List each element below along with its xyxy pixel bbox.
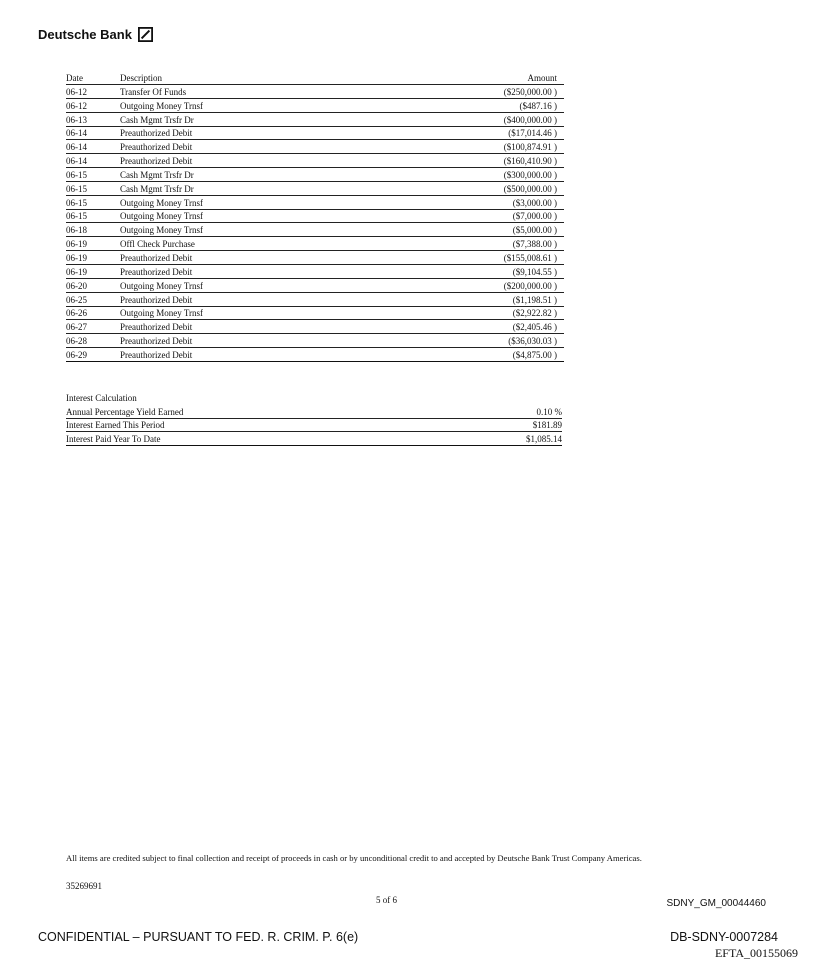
interest-label: Interest Earned This Period: [66, 420, 165, 430]
table-row: [66, 223, 564, 237]
date-cell: 06-19: [66, 252, 87, 263]
amount-cell: ($300,000.00 ): [503, 169, 557, 180]
description-cell: Preauthorized Debit: [120, 336, 193, 347]
amount-cell: ($9,104.55 ): [512, 266, 557, 277]
table-row: [66, 251, 564, 265]
amount-cell: ($36,030.03 ): [508, 336, 557, 347]
date-cell: 06-20: [66, 280, 87, 291]
date-cell: 06-18: [66, 225, 87, 236]
interest-row: [66, 405, 562, 419]
date-cell: 06-19: [66, 266, 87, 277]
date-cell: 06-14: [66, 128, 87, 139]
amount-cell: ($250,000.00 ): [503, 86, 557, 97]
table-body: [66, 85, 564, 362]
date-cell: 06-25: [66, 294, 87, 305]
date-cell: 06-26: [66, 308, 87, 319]
description-cell: Offl Check Purchase: [120, 239, 195, 250]
interest-label: Annual Percentage Yield Earned: [66, 406, 184, 417]
amount-cell: ($160,410.90 ): [503, 156, 557, 167]
description-cell: Outgoing Money Trnsf: [120, 197, 204, 208]
amount-cell: ($7,388.00 ): [512, 239, 557, 250]
disclaimer: All items are credited subject to final collection and receipt of proceeds in cash or by unconditional credit to and accepted by Deutsche Bank Trust Company Americas.: [66, 853, 642, 863]
description-cell: Outgoing Money Trnsf: [120, 280, 204, 291]
interest-rows: [66, 405, 562, 446]
interest-title: Interest Calculation: [66, 393, 137, 403]
account-code: 35269691: [66, 881, 102, 891]
table-row: [66, 113, 564, 127]
description-cell: Outgoing Money Trnsf: [120, 211, 204, 222]
description-cell: Preauthorized Debit: [120, 156, 193, 167]
amount-cell: ($200,000.00 ): [503, 280, 557, 291]
table-row: [66, 307, 564, 321]
table-row: [66, 265, 564, 279]
amount-cell: ($400,000.00 ): [503, 114, 557, 125]
interest-label: Interest Paid Year To Date: [66, 433, 161, 444]
date-cell: 06-19: [66, 239, 87, 250]
description-cell: Outgoing Money Trnsf: [120, 308, 204, 319]
date-cell: 06-13: [66, 114, 87, 125]
table-row: [66, 196, 564, 210]
table-row: [66, 348, 564, 362]
amount-header: Amount: [527, 73, 557, 83]
amount-cell: ($2,922.82 ): [512, 308, 557, 319]
interest-value: 0.10 %: [536, 406, 562, 417]
amount-cell: ($5,000.00 ): [512, 225, 557, 236]
interest-value: $1,085.14: [526, 433, 562, 444]
date-cell: 06-15: [66, 211, 87, 222]
description-cell: Preauthorized Debit: [120, 266, 193, 277]
description-cell: Cash Mgmt Trsfr Dr: [120, 183, 194, 194]
table-header: [66, 73, 564, 85]
table-row: [66, 320, 564, 334]
table-row: [66, 127, 564, 141]
amount-cell: ($7,000.00 ): [512, 211, 557, 222]
table-row: [66, 154, 564, 168]
table-row: [66, 279, 564, 293]
description-cell: Outgoing Money Trnsf: [120, 225, 204, 236]
date-cell: 06-15: [66, 169, 87, 180]
page-number: 5 of 6: [376, 895, 397, 905]
date-cell: 06-14: [66, 142, 87, 153]
bank-name: Deutsche Bank: [38, 27, 132, 42]
date-cell: 06-14: [66, 156, 87, 167]
bates-number-bottom: DB-SDNY-0007284: [670, 930, 778, 944]
date-header: Date: [66, 73, 83, 83]
table-row: [66, 334, 564, 348]
interest-row: [66, 419, 562, 433]
description-cell: Transfer Of Funds: [120, 86, 187, 97]
amount-cell: ($155,008.61 ): [503, 252, 557, 263]
bates-number-top: SDNY_GM_00044460: [666, 898, 766, 909]
description-cell: Preauthorized Debit: [120, 322, 193, 333]
table-row: [66, 210, 564, 224]
table-row: [66, 293, 564, 307]
description-cell: Outgoing Money Trnsf: [120, 100, 204, 111]
deutsche-bank-slash-logo-icon: [138, 27, 153, 42]
description-cell: Preauthorized Debit: [120, 252, 193, 263]
interest-row: [66, 432, 562, 446]
table-row: [66, 168, 564, 182]
amount-cell: ($487.16 ): [519, 100, 557, 111]
description-header: Description: [120, 73, 162, 83]
amount-cell: ($3,000.00 ): [512, 197, 557, 208]
date-cell: 06-28: [66, 336, 87, 347]
amount-cell: ($100,874.91 ): [503, 142, 557, 153]
amount-cell: ($4,875.00 ): [512, 349, 557, 360]
amount-cell: ($17,014.46 ): [508, 128, 557, 139]
bank-logo: [38, 27, 153, 42]
table-row: [66, 182, 564, 196]
interest-value: $181.89: [532, 420, 562, 430]
date-cell: 06-15: [66, 183, 87, 194]
date-cell: 06-27: [66, 322, 87, 333]
table-row: [66, 237, 564, 251]
amount-cell: ($1,198.51 ): [512, 294, 557, 305]
date-cell: 06-29: [66, 349, 87, 360]
date-cell: 06-12: [66, 86, 87, 97]
efta-number: EFTA_00155069: [714, 946, 798, 960]
table-row: [66, 85, 564, 99]
confidential-notice: CONFIDENTIAL – PURSUANT TO FED. R. CRIM. P. 6(e): [38, 930, 359, 944]
description-cell: Preauthorized Debit: [120, 294, 193, 305]
description-cell: Preauthorized Debit: [120, 128, 193, 139]
table-row: [66, 99, 564, 113]
table-row: [66, 140, 564, 154]
date-cell: 06-12: [66, 100, 87, 111]
description-cell: Cash Mgmt Trsfr Dr: [120, 114, 194, 125]
description-cell: Cash Mgmt Trsfr Dr: [120, 169, 194, 180]
interest-calculation: [66, 392, 562, 446]
amount-cell: ($500,000.00 ): [503, 183, 557, 194]
description-cell: Preauthorized Debit: [120, 349, 193, 360]
description-cell: Preauthorized Debit: [120, 142, 193, 153]
transactions-table: [66, 73, 564, 362]
date-cell: 06-15: [66, 197, 87, 208]
amount-cell: ($2,405.46 ): [512, 322, 557, 333]
